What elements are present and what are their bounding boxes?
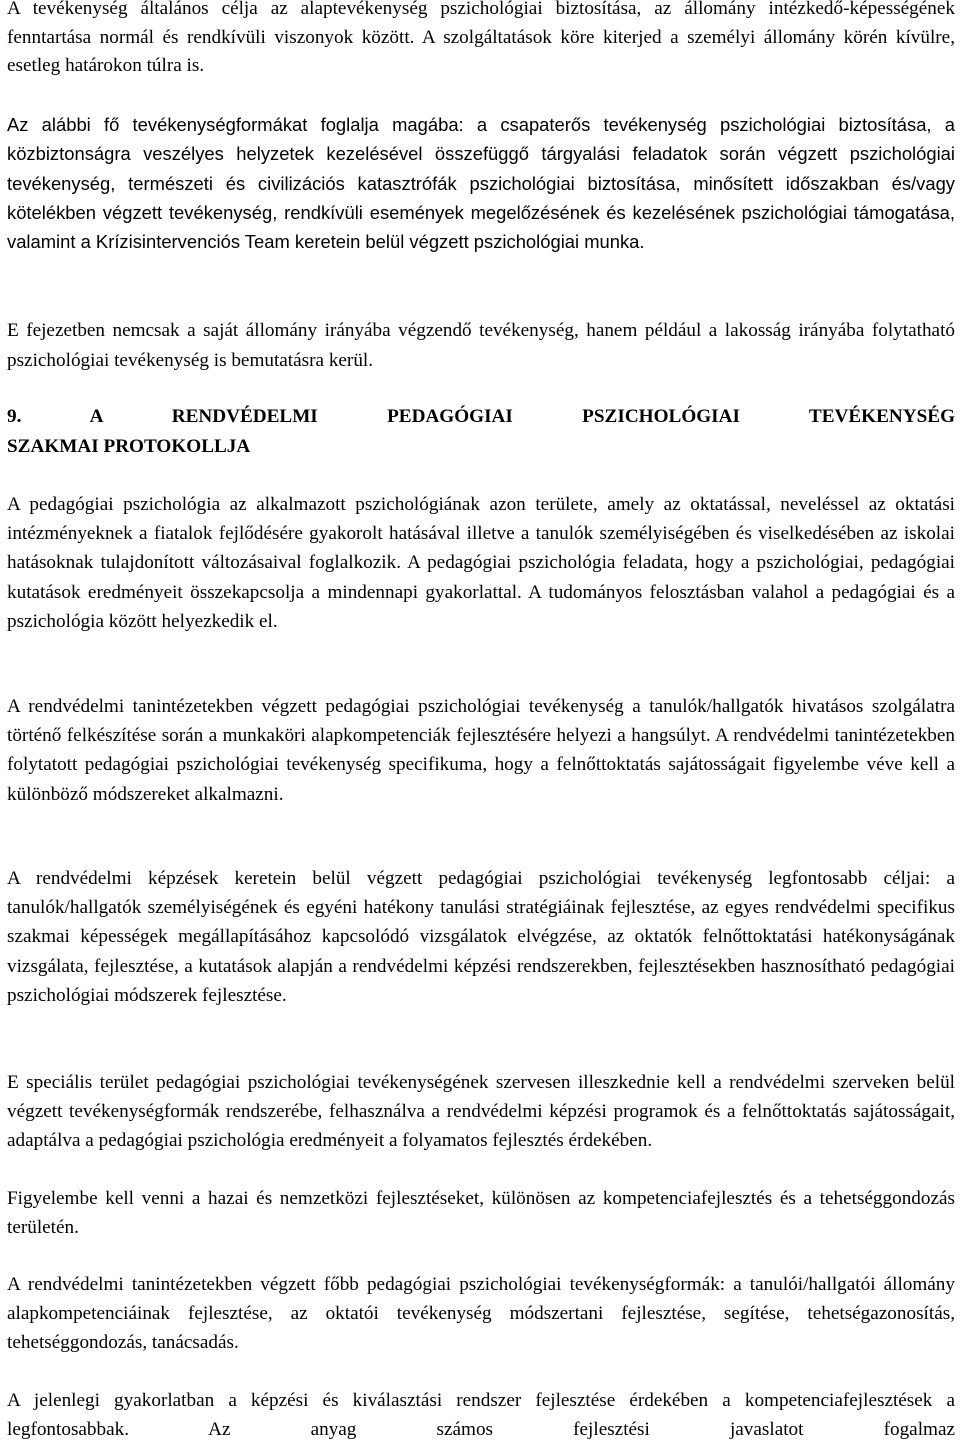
section-heading — [7, 402, 955, 461]
paragraph-activity-types: A rendvédelmi tanintézetekben végzett főbb pedagógiai pszichológiai tevékenységformák: a tanulói/hallgatói állomány alapkompetenciáinak fejlesztése, az oktatói tevékenység módszertani fejlesztése, segítése, tehetségazonosítás, tehetséggondozás, tanácsadás. — [7, 1274, 955, 1354]
paragraph-developments: Figyelembe kell venni a hazai és nemzetközi fejlesztéseket, különösen az kompetenciafejlesztés és a tehetséggondozás területén. — [7, 1188, 955, 1239]
paragraph-intro: A tevékenység általános célja az alaptevékenység pszichológiai biztosítása, az állomány intézkedő-képességének fenntartása normál és rendkívüli viszonyok között. A szolgáltatások köre kiterjed a személyi állomány körén kívülre, esetleg határokon túlra is. — [7, 0, 955, 77]
paragraph-training-institutions: A rendvédelmi tanintézetekben végzett pedagógiai pszichológiai tevékenység a tanulók/hallgatók hivatásos szolgálatra történő felkészítése során a munkaköri alapkompetenciák fejlesztésére helyezi a hangsúlyt. A rendvédelmi tanintézetekben folytatott pedagógiai pszichológiai tevékenység specifikuma, hogy a felnőttoktatás sajátosságait figyelembe véve kell a különböző módszereket alkalmazni. — [7, 696, 955, 805]
section-heading-line-1: 9. A RENDVÉDELMI PEDAGÓGIAI PSZICHOLÓGIAI TEVÉKENYSÉG — [7, 406, 955, 427]
paragraph-current-practice: A jelenlegi gyakorlatban a képzési és kiválasztási rendszer fejlesztése érdekében a kompetenciafejlesztések a legfontosabbak. Az anyag számos fejlesztési javaslatot fogalmaz — [7, 1390, 955, 1441]
paragraph-pedagogical-psychology: A pedagógiai pszichológia az alkalmazott pszichológiának azon területe, amely az oktatással, neveléssel az oktatási intézményeknek a fiatalok fejlődésére gyakorolt hatásával illetve a tanulók személyiségében és viselkedésében az iskolai hatásoknak tulajdonított változásaival foglalkozik. A pedagógiai pszichológia feladata, hogy a pszichológiai, pedagógiai kutatások eredményeit összekapcsolja a mindennapi gyakorlattal. A tudományos felosztásban valahol a pedagógiai és a pszichológia között helyezkedik el. — [7, 494, 955, 632]
paragraph-main-goals: A rendvédelmi képzések keretein belül végzett pedagógiai pszichológiai tevékenység legfontosabb céljai: a tanulók/hallgatók személyiségének és egyéni hatékony tanulási stratégiáinak fejlesztése, az egyes rendvédelmi specifikus szakmai képességek megállapításához kapcsolódó vizsgálatok elvégzése, az oktatók felnőttoktatási hatékonyságának vizsgálata, fejlesztése, a kutatások alapján a rendvédelmi képzési rendszerekben, fejlesztésekben hasznosítható pedagógiai pszichológiai módszerek fejlesztése. — [7, 868, 955, 1006]
paragraph-activity-forms: Az alábbi fő tevékenységformákat foglalja magába: a csapaterős tevékenység pszichológiai biztosítása, a közbiztonságra veszélyes helyzetek kezelésével összefüggő tárgyalási feladatok során végzett pszichológiai tevékenység, természeti és civilizációs katasztrófák pszichológiai biztosítása, minősített időszakban és/vagy kötelékben végzett tevékenység, rendkívüli események megelőzésének és kezelésének pszichológiai támogatása, valamint a Krízisintervenciós Team keretein belül végzett pszichológiai munka. — [7, 114, 955, 253]
paragraph-special-field: E speciális terület pedagógiai pszichológiai tevékenységének szervesen illeszkednie kell a rendvédelmi szerveken belül végzett tevékenységformák rendszerébe, felhasználva a rendvédelmi képzési programok és a felnőttoktatás sajátosságait, adaptálva a pedagógiai pszichológia eredményeit a folyamatos fejlesztés érdekében. — [7, 1072, 955, 1152]
paragraph-chapter-scope: E fejezetben nemcsak a saját állomány irányába végzendő tevékenység, hanem például a lakosság irányába folytatható pszichológiai tevékenység is bemutatásra kerül. — [7, 320, 955, 371]
section-heading-line-2: SZAKMAI PROTOKOLLJA — [7, 435, 251, 457]
